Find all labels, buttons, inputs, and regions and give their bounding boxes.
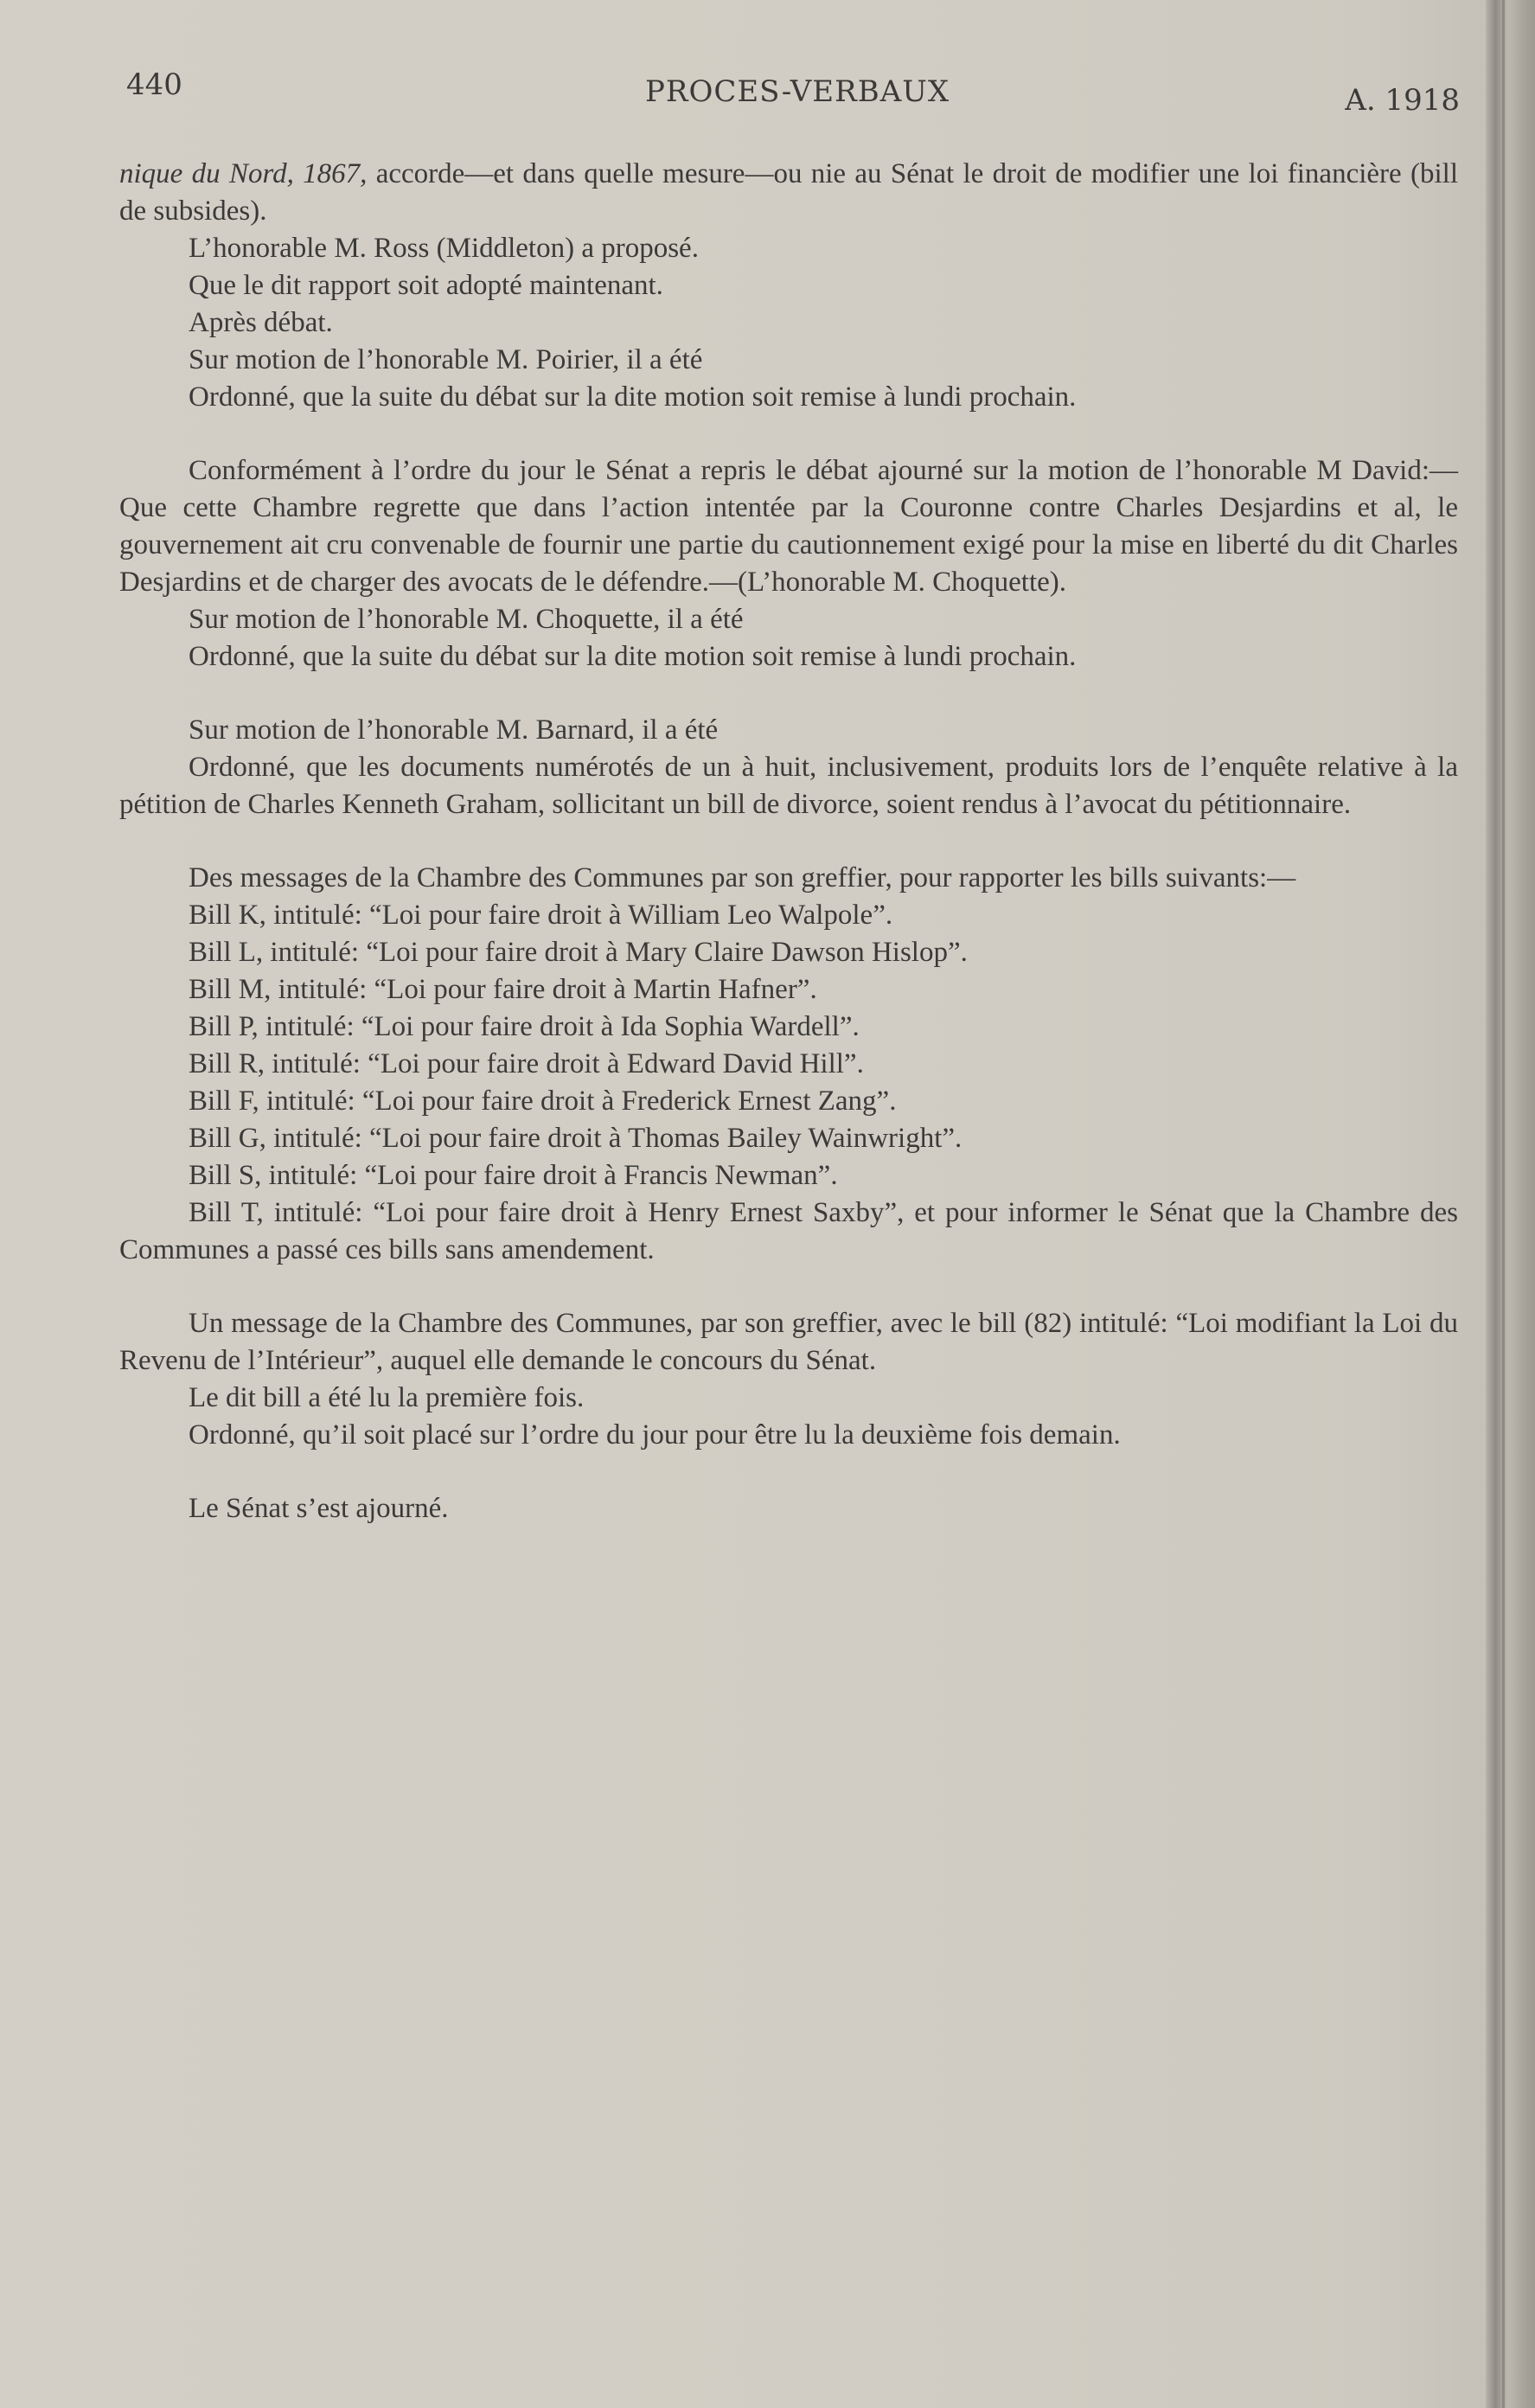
bill-item: Bill M, intitulé: “Loi pour faire droit à Martin Hafner”. xyxy=(189,974,817,1005)
bill-item: Bill G, intitulé: “Loi pour faire droit à Thomas Bailey Wainwright”. xyxy=(189,1123,963,1154)
bill-item: Bill R, intitulé: “Loi pour faire droit à Edward David Hill”. xyxy=(189,1048,864,1079)
paragraph-continuation-text: accorde—et dans quelle mesure—ou nie au Sénat le droit de modifier une loi financière (bill de subsides). xyxy=(119,158,1458,227)
paragraph: L’honorable M. Ross (Middleton) a proposé. xyxy=(189,233,699,264)
paragraph: Ordonné, que la suite du débat sur la dite motion soit remise à lundi prochain. xyxy=(189,381,1077,413)
paragraph: Que le dit rapport soit adopté maintenant. xyxy=(189,270,663,301)
spine-edge xyxy=(1502,0,1505,2408)
bill-item: Bill T, intitulé: “Loi pour faire droit à Henry Ernest Saxby”, et pour informer le Sénat que la Chambre des Communes a passé ces bills sans amendement. xyxy=(119,1197,1458,1265)
bill-item: Bill L, intitulé: “Loi pour faire droit à Mary Claire Dawson Hislop”. xyxy=(189,937,968,968)
paragraph: Sur motion de l’honorable M. Barnard, il a été xyxy=(189,714,719,746)
closing-line: Le Sénat s’est ajourné. xyxy=(189,1493,449,1524)
paragraph: Un message de la Chambre des Communes, par son greffier, avec le bill (82) intitulé: “Loi modifiant la Loi du Revenu de l’Intérieur”, auquel elle demande le concours du Sénat. xyxy=(119,1308,1458,1376)
bill-item: Bill F, intitulé: “Loi pour faire droit à Frederick Ernest Zang”. xyxy=(189,1086,897,1117)
paragraph: Le dit bill a été lu la première fois. xyxy=(189,1382,585,1413)
paragraph: Après débat. xyxy=(189,307,333,338)
paragraph: Sur motion de l’honorable M. Choquette, il a été xyxy=(189,604,744,635)
italic-reference: nique du Nord, 1867, xyxy=(119,158,368,189)
page-header xyxy=(121,67,1460,119)
bill-item: Bill K, intitulé: “Loi pour faire droit à William Leo Walpole”. xyxy=(189,900,893,931)
paragraph: Conformément à l’ordre du jour le Sénat a repris le débat ajourné sur la motion de l’honorable M David:—Que cette Chambre regrette que dans l’action intentée par la Couronne contre Charles Desjardins et al, le gouvernement ait cru convenable de fournir une partie du cautionnement exigé pour la mise en liberté du dit Charles Desjardins et de charger des avocats de le défendre.—(L’honorable M. Choquette). xyxy=(119,455,1458,598)
bill-item: Bill P, intitulé: “Loi pour faire droit à Ida Sophia Wardell”. xyxy=(189,1011,860,1042)
paragraph: Des messages de la Chambre des Communes par son greffier, pour rapporter les bills suivants:— xyxy=(189,862,1296,893)
paragraph: Ordonné, que la suite du débat sur la dite motion soit remise à lundi prochain. xyxy=(189,641,1077,672)
paragraph: Ordonné, que les documents numérotés de un à huit, inclusivement, produits lors de l’enquête relative à la pétition de Charles Kenneth Graham, sollicitant un bill de divorce, soient rendus à l’avocat du pétitionnaire. xyxy=(119,752,1458,820)
document-body xyxy=(119,156,1458,1527)
bill-item: Bill S, intitulé: “Loi pour faire droit à Francis Newman”. xyxy=(189,1160,838,1191)
paragraph-continuation xyxy=(119,156,1458,230)
book-spine xyxy=(1486,0,1535,2408)
paragraph: Sur motion de l’honorable M. Poirier, il a été xyxy=(189,344,703,375)
page-number: 440 xyxy=(126,67,182,102)
header-year: A. 1918 xyxy=(1345,83,1460,118)
running-title: PROCES-VERBAUX xyxy=(645,74,950,109)
paragraph: Ordonné, qu’il soit placé sur l’ordre du jour pour être lu la deuxième fois demain. xyxy=(189,1419,1121,1451)
